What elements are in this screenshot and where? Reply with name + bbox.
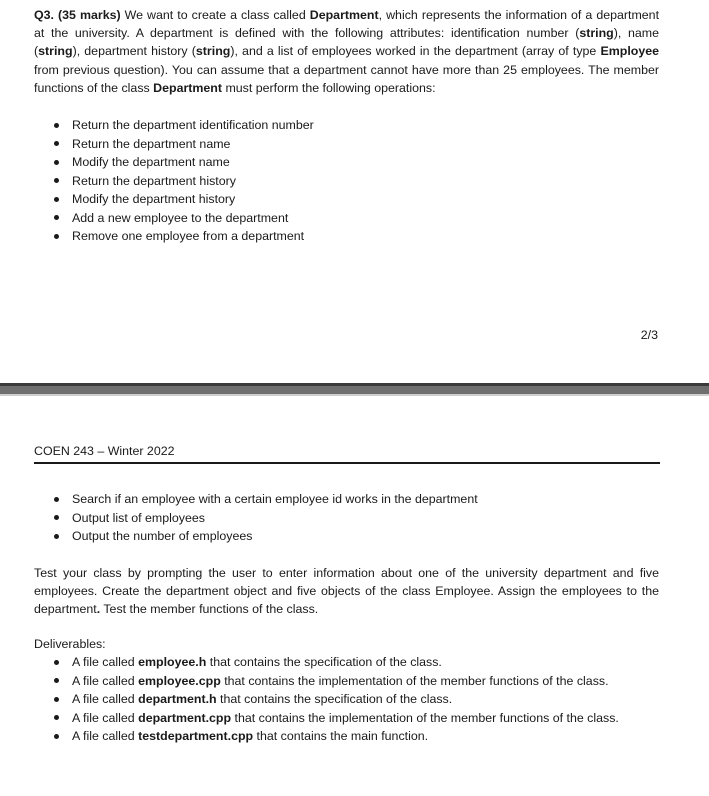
deliverable-filename: department.cpp: [138, 710, 232, 725]
deliverable-text: A file called: [72, 710, 139, 725]
list-item: Modify the department name: [34, 153, 659, 172]
document-page-2: [0, 0, 709, 384]
list-item: [34, 709, 659, 728]
deliverable-text: that contains the implementation of the member functions of the class.: [220, 673, 609, 688]
deliverable-text: that contains the main function.: [253, 729, 429, 743]
list-item: Return the department identification number: [34, 116, 659, 135]
list-item: Output list of employees: [34, 509, 659, 528]
deliverable-text: A file called: [72, 673, 139, 688]
operations-list-continued: [34, 490, 659, 546]
intro-text: , which represents the information of a department at the university. A department is defined with the following attributes: identification number (: [34, 8, 660, 41]
page-number: 2/3: [640, 328, 658, 342]
deliverable-filename: testdepartment.cpp: [138, 729, 254, 743]
deliverable-text: that contains the specification of the class.: [216, 692, 453, 706]
list-item: Return the department name: [34, 135, 659, 154]
page-separator: [0, 383, 709, 397]
intro-text: must perform the following operations:: [222, 80, 436, 95]
deliverables-title: Deliverables:: [34, 637, 106, 651]
list-item: Search if an employee with a certain employee id works in the department: [34, 490, 659, 509]
page-header: COEN 243 – Winter 2022: [34, 444, 175, 458]
question-heading: Q3. (35 marks): [34, 8, 121, 22]
employee-type: Employee: [600, 44, 660, 59]
deliverable-filename: employee.h: [138, 655, 207, 669]
intro-text: ), and a list of employees worked in the department (array of type: [230, 44, 601, 59]
type-label: string: [195, 44, 231, 59]
class-name: Department: [309, 8, 379, 22]
operations-list: [34, 116, 659, 246]
test-instructions: [34, 564, 659, 619]
list-item: Add a new employee to the department: [34, 209, 659, 228]
list-item: Return the department history: [34, 172, 659, 191]
intro-text: We want to create a class called: [120, 8, 310, 22]
deliverable-text: that contains the specification of the class.: [206, 655, 442, 669]
question-3-paragraph: [34, 6, 659, 97]
test-text: Test the member functions of the class.: [100, 602, 319, 617]
list-item: Modify the department history: [34, 190, 659, 209]
list-item: [34, 672, 659, 691]
list-item: [34, 727, 659, 746]
intro-text: ), department history (: [72, 44, 196, 59]
deliverable-filename: department.h: [138, 692, 217, 706]
deliverable-text: that contains the implementation of the member functions of the class.: [231, 710, 619, 725]
list-item: Output the number of employees: [34, 527, 659, 546]
test-text: Test your class by prompting the user to enter information about one of the university department and five employees. Create the department object and five objects of the class Employee. Assign the employees to the department: [34, 566, 659, 617]
header-rule: [34, 462, 660, 464]
deliverables-list: [34, 653, 659, 746]
class-name: Department: [153, 80, 223, 95]
deliverable-text: A file called: [72, 729, 139, 743]
list-item: Remove one employee from a department: [34, 227, 659, 246]
intro-text: ), name (: [34, 26, 659, 59]
deliverable-text: A file called: [72, 692, 139, 706]
list-item: [34, 653, 659, 672]
deliverable-text: A file called: [72, 655, 139, 669]
intro-text: from previous question). You can assume that a department cannot have more than 25 employees. The member functions of the class: [34, 62, 659, 95]
test-period: .: [96, 602, 101, 617]
type-label: string: [579, 26, 614, 41]
deliverable-filename: employee.cpp: [138, 673, 221, 688]
type-label: string: [38, 44, 73, 59]
list-item: [34, 690, 659, 709]
